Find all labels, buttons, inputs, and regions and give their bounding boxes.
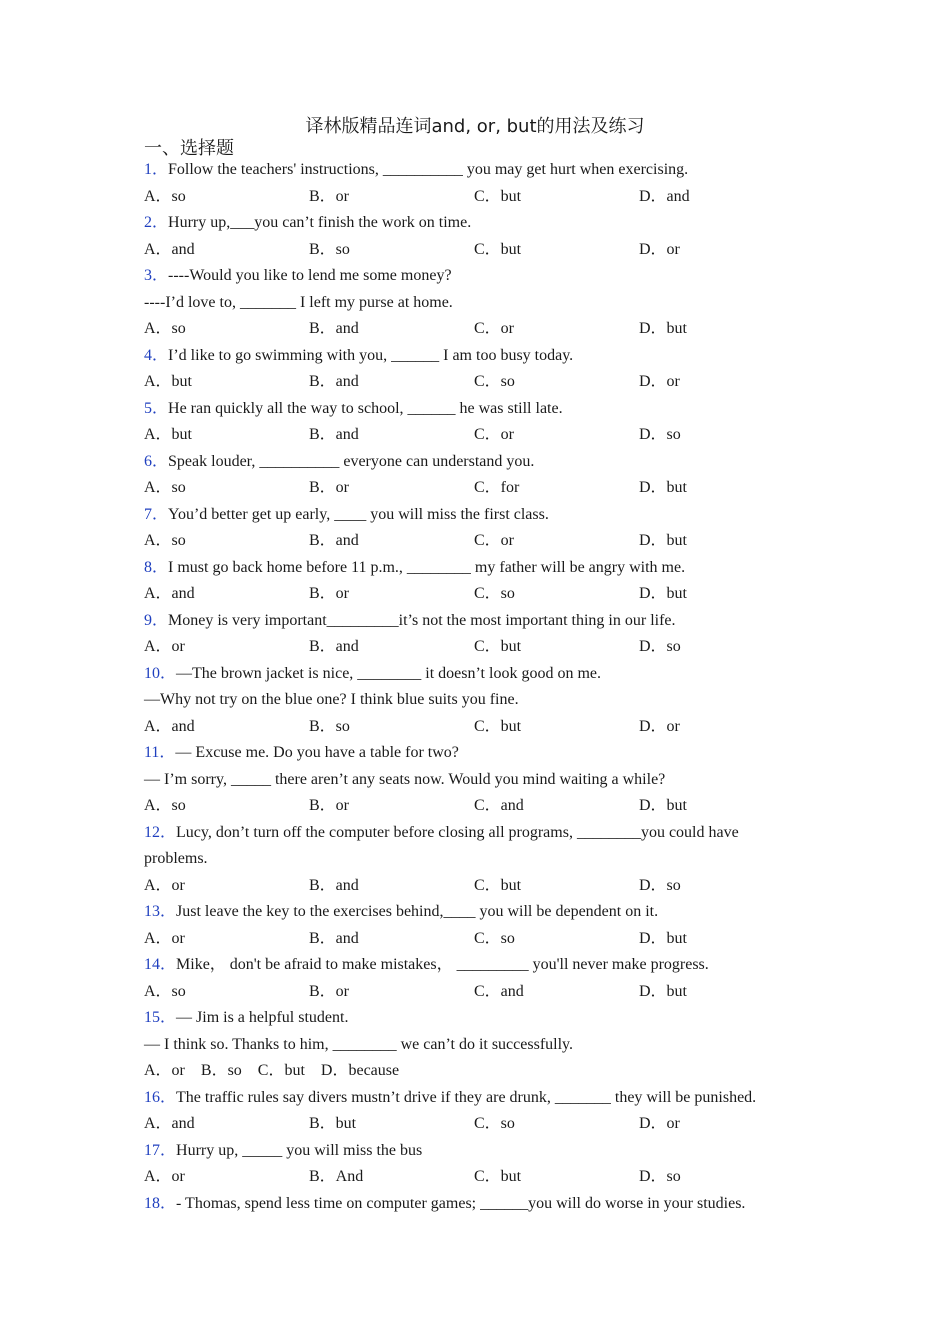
question-list bbox=[144, 157, 804, 1217]
options-row bbox=[144, 714, 804, 741]
question-text bbox=[144, 263, 784, 290]
question-number: 12． bbox=[144, 823, 177, 841]
question-line: — Excuse me. Do you have a table for two? bbox=[175, 744, 459, 761]
option-d: D．and bbox=[639, 187, 690, 205]
question-continuation bbox=[144, 687, 804, 714]
question-line: Follow the teachers' instructions, __________ you may get hurt when exercising. bbox=[168, 161, 689, 178]
option-a: A．and bbox=[144, 1115, 195, 1132]
question-number: 16． bbox=[144, 1088, 177, 1106]
option-d: D．so bbox=[639, 1168, 681, 1185]
question-text bbox=[144, 1191, 784, 1218]
option-c: C．but bbox=[474, 638, 522, 655]
option-b: B．or bbox=[309, 187, 350, 205]
option-b: B．and bbox=[309, 532, 359, 549]
question-text bbox=[144, 157, 784, 184]
question-number: 10． bbox=[144, 664, 177, 682]
options-row bbox=[144, 634, 804, 661]
option-a: A．so bbox=[144, 982, 186, 1000]
question-number: 8． bbox=[144, 558, 169, 576]
question-text bbox=[144, 396, 784, 423]
options-row bbox=[144, 1111, 804, 1138]
question-continuation bbox=[144, 290, 804, 317]
option-b: B．so bbox=[200, 1062, 242, 1079]
option-a: A．and bbox=[144, 585, 195, 602]
options-row bbox=[144, 1058, 804, 1085]
option-b: B．and bbox=[309, 638, 359, 655]
option-b: B．And bbox=[309, 1168, 364, 1185]
option-d: D．but bbox=[639, 797, 688, 814]
option-c: C．or bbox=[474, 320, 515, 337]
options-row bbox=[144, 316, 804, 343]
question-text bbox=[144, 740, 784, 767]
option-a: A．but bbox=[144, 426, 193, 443]
option-b: B．and bbox=[309, 876, 359, 894]
option-c: C．but bbox=[474, 876, 522, 894]
option-b: B．so bbox=[309, 240, 350, 258]
question-line: I must go back home before 11 p.m., ________ my father will be angry with me. bbox=[168, 558, 686, 576]
option-d: D．or bbox=[639, 373, 680, 390]
question-text bbox=[144, 820, 784, 873]
option-d: D．or bbox=[639, 240, 680, 258]
question-line: —The brown jacket is nice, ________ it doesn’t look good on me. bbox=[176, 664, 601, 682]
question-continuation bbox=[144, 1032, 804, 1059]
option-a: A．or bbox=[144, 929, 185, 947]
option-c: C．so bbox=[474, 1115, 515, 1132]
option-a: A．so bbox=[144, 532, 186, 549]
question-text bbox=[144, 608, 784, 635]
question-line: Speak louder, __________ everyone can understand you. bbox=[168, 452, 535, 470]
question-line: —Why not try on the blue one? I think blue suits you fine. bbox=[144, 691, 519, 708]
options-row bbox=[144, 528, 804, 555]
section-heading: 一、选择题 bbox=[144, 138, 234, 159]
option-d: D．or bbox=[639, 1115, 680, 1132]
question-number: 6． bbox=[144, 452, 169, 470]
option-b: B．so bbox=[309, 717, 350, 735]
option-b: B．and bbox=[309, 426, 359, 443]
options-row bbox=[144, 237, 804, 264]
question-line: ----I’d love to, _______ I left my purse at home. bbox=[144, 293, 453, 311]
option-d: D．so bbox=[639, 876, 681, 894]
question-text bbox=[144, 555, 784, 582]
page-title: 译林版精品连词and, or, but的用法及练习 bbox=[305, 116, 645, 137]
option-b: B．and bbox=[309, 929, 359, 947]
question-number: 9． bbox=[144, 611, 169, 629]
question-number: 14． bbox=[144, 956, 177, 973]
option-b: B．or bbox=[309, 797, 350, 814]
options-row bbox=[144, 422, 804, 449]
option-c: C．and bbox=[474, 982, 524, 1000]
question-line: Just leave the key to the exercises behind,____ you will be dependent on it. bbox=[176, 903, 659, 920]
option-c: C．so bbox=[474, 373, 515, 390]
question-text bbox=[144, 661, 784, 688]
question-line: - Thomas, spend less time on computer games; ______you will do worse in your studies. bbox=[176, 1194, 746, 1212]
question-line: You’d better get up early, ____ you will miss the first class. bbox=[168, 505, 549, 523]
options-row bbox=[144, 1164, 804, 1191]
option-d: D．so bbox=[639, 638, 681, 655]
option-c: C．for bbox=[474, 479, 520, 496]
question-text bbox=[144, 343, 784, 370]
option-b: B．or bbox=[309, 585, 350, 602]
option-d: D．or bbox=[639, 717, 680, 735]
question-number: 5． bbox=[144, 399, 169, 417]
option-b: B．and bbox=[309, 373, 359, 390]
option-d: D．but bbox=[639, 982, 688, 1000]
option-d: D．but bbox=[639, 585, 688, 602]
options-row bbox=[144, 581, 804, 608]
question-number: 13． bbox=[144, 903, 177, 920]
options-row bbox=[144, 369, 804, 396]
option-d: D．but bbox=[639, 320, 688, 337]
option-a: A．or bbox=[144, 1168, 185, 1185]
option-a: A．or bbox=[144, 638, 185, 655]
option-a: A．or bbox=[144, 1062, 185, 1079]
option-c: C．but bbox=[474, 240, 522, 258]
question-line: Lucy, don’t turn off the computer before closing all programs, ________you could have problems. bbox=[144, 823, 739, 867]
question-text bbox=[144, 1138, 784, 1165]
option-b: B．or bbox=[309, 479, 350, 496]
options-row bbox=[144, 926, 804, 953]
question-line: I’d like to go swimming with you, ______ I am too busy today. bbox=[168, 346, 574, 364]
question-continuation bbox=[144, 767, 804, 794]
question-line: — Jim is a helpful student. bbox=[176, 1009, 349, 1026]
option-c: C．so bbox=[474, 585, 515, 602]
question-line: Hurry up, _____ you will miss the bus bbox=[176, 1141, 423, 1159]
option-a: A．or bbox=[144, 876, 185, 894]
option-c: C．or bbox=[474, 532, 515, 549]
option-d: D．but bbox=[639, 929, 688, 947]
option-c: C．so bbox=[474, 929, 515, 947]
option-d: D．so bbox=[639, 426, 681, 443]
question-number: 17． bbox=[144, 1141, 177, 1159]
question-text bbox=[144, 210, 784, 237]
question-line: He ran quickly all the way to school, ______ he was still late. bbox=[168, 399, 563, 417]
options-row bbox=[144, 979, 804, 1006]
question-number: 2． bbox=[144, 214, 169, 231]
question-line: — I’m sorry, _____ there aren’t any seats now. Would you mind waiting a while? bbox=[144, 770, 666, 788]
question-number: 15． bbox=[144, 1009, 177, 1026]
options-row bbox=[144, 793, 804, 820]
option-b: B．or bbox=[309, 982, 350, 1000]
question-text bbox=[144, 502, 784, 529]
option-c: C．but bbox=[474, 187, 522, 205]
question-number: 7． bbox=[144, 505, 169, 523]
option-a: A．so bbox=[144, 479, 186, 496]
option-c: C．but bbox=[474, 717, 522, 735]
options-row bbox=[144, 475, 804, 502]
option-c: C．and bbox=[474, 797, 524, 814]
question-number: 1． bbox=[144, 161, 169, 178]
option-a: A．but bbox=[144, 373, 193, 390]
question-number: 11． bbox=[144, 744, 176, 761]
option-a: A．so bbox=[144, 187, 186, 205]
question-number: 3． bbox=[144, 267, 169, 284]
question-number: 4． bbox=[144, 346, 169, 364]
question-text bbox=[144, 449, 784, 476]
question-line: Money is very important_________it’s not the most important thing in our life. bbox=[168, 611, 676, 629]
options-row bbox=[144, 184, 804, 211]
option-c: C．but bbox=[474, 1168, 522, 1185]
option-d: D．because bbox=[320, 1062, 400, 1079]
question-text bbox=[144, 1005, 784, 1032]
question-text bbox=[144, 952, 784, 979]
question-line: Mike， don't be afraid to make mistakes， _________ you'll never make progress. bbox=[176, 956, 709, 973]
question-line: ----Would you like to lend me some money? bbox=[168, 267, 452, 284]
option-a: A．and bbox=[144, 240, 195, 258]
question-line: — I think so. Thanks to him, ________ we can’t do it successfully. bbox=[144, 1035, 573, 1053]
option-a: A．so bbox=[144, 320, 186, 337]
question-text bbox=[144, 899, 784, 926]
question-line: Hurry up,___you can’t finish the work on time. bbox=[168, 214, 472, 231]
question-line: The traffic rules say divers mustn’t drive if they are drunk, _______ they will be punished. bbox=[176, 1088, 757, 1106]
option-b: B．but bbox=[309, 1115, 357, 1132]
option-c: C．or bbox=[474, 426, 515, 443]
question-number: 18． bbox=[144, 1194, 177, 1212]
question-text bbox=[144, 1085, 784, 1112]
option-a: A．and bbox=[144, 717, 195, 735]
option-a: A．so bbox=[144, 797, 186, 814]
option-d: D．but bbox=[639, 532, 688, 549]
option-c: C．but bbox=[257, 1062, 305, 1079]
option-b: B．and bbox=[309, 320, 359, 337]
options-row bbox=[144, 873, 804, 900]
option-d: D．but bbox=[639, 479, 688, 496]
